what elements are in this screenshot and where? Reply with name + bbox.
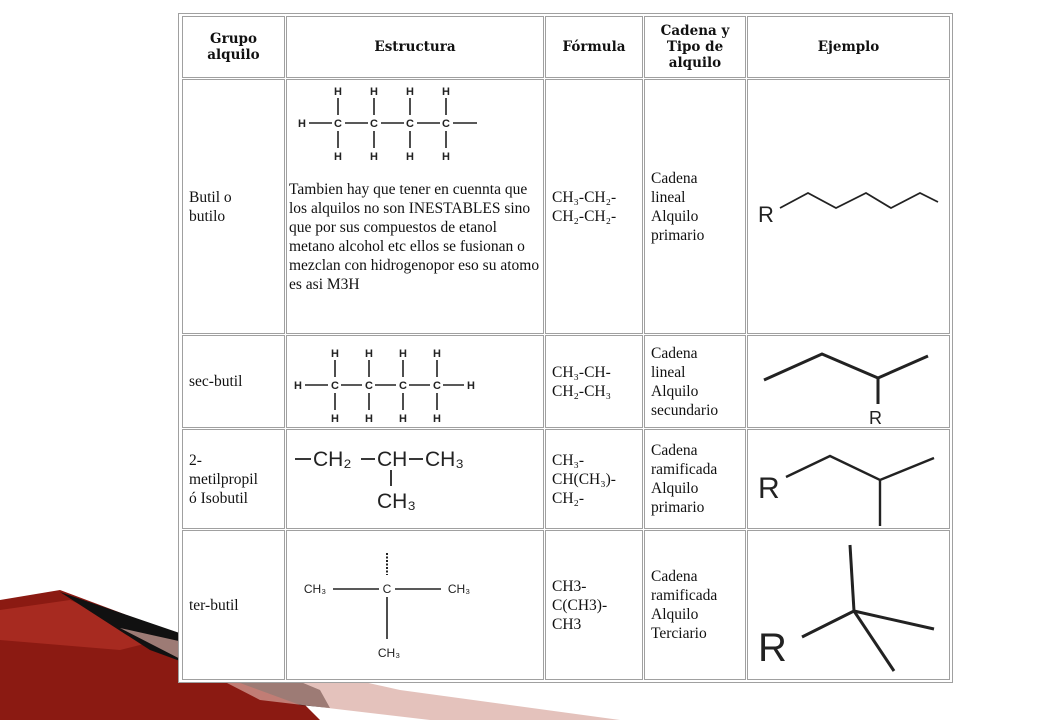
row1-formula-text: CH₃-CH₂- CH₂-CH₂-: [552, 188, 617, 225]
atom-c: C: [370, 118, 378, 130]
r-group-label: R: [758, 626, 787, 670]
isobutyl-skeletal-example: [748, 430, 948, 529]
row1-formula: [545, 79, 643, 334]
atom-h: H: [433, 413, 441, 425]
atom-h: H: [294, 380, 302, 392]
atom-c: C: [399, 380, 407, 392]
row1-chain-text: Cadena lineal Alquilo primario: [651, 169, 705, 244]
row1-group-text: Butil o butilo: [189, 188, 232, 225]
group-ch3: CH₃: [447, 582, 471, 596]
row1-note: Tambien hay que tener en cuennta que los alquilos no son INESTABLES sino que por sus compuestos de etanol metano alcohol etc ellos se fusionan o mezclan con hidrogenopor eso su atomo es asi M3H: [289, 181, 540, 293]
atom-h: H: [442, 86, 450, 98]
atom-h: H: [331, 348, 339, 360]
row2-structure: [286, 335, 544, 428]
atom-h: H: [334, 151, 342, 163]
row4-group: [182, 530, 285, 680]
row1-chain-type: [644, 79, 746, 334]
r-group-label: R: [758, 202, 774, 227]
group-ch3: CH₃: [425, 448, 464, 471]
sec-butyl-skeletal-example: [748, 336, 948, 428]
atom-h: H: [399, 348, 407, 360]
row3-formula-text: CH₃- CH(CH₃)- CH₂-: [552, 451, 616, 507]
row2-group: [182, 335, 285, 428]
row4-formula: [545, 530, 643, 680]
atom-h: H: [365, 413, 373, 425]
row3-structure: [286, 429, 544, 529]
row2-chain-type: [644, 335, 746, 428]
row3-chain-text: Cadena ramificada Alquilo primario: [651, 442, 718, 516]
atom-c: C: [365, 380, 373, 392]
atom-c: C: [382, 582, 392, 596]
group-ch3: CH₃: [303, 582, 327, 596]
butyl-structure-diagram: [289, 82, 489, 164]
isobutyl-structure-diagram: [289, 432, 489, 528]
row1-group: [182, 79, 285, 334]
header-estructura: Estructura: [286, 16, 544, 78]
row1-example: [747, 79, 950, 334]
sec-butyl-structure-diagram: [289, 344, 489, 426]
atom-c: C: [406, 118, 414, 130]
row3-example: [747, 429, 950, 529]
row4-group-text: ter-butil: [189, 596, 239, 614]
r-group-label: R: [758, 472, 780, 505]
group-ch2: CH₂: [313, 448, 352, 471]
atom-h: H: [399, 413, 407, 425]
row2-formula-text: CH₃-CH- CH₂-CH₃: [552, 363, 612, 400]
row1-structure: [286, 79, 544, 334]
tert-butyl-skeletal-example: [748, 531, 948, 680]
atom-c: C: [331, 380, 339, 392]
atom-h: H: [370, 86, 378, 98]
group-ch: CH: [377, 448, 408, 471]
atom-h: H: [331, 413, 339, 425]
row2-formula: [545, 335, 643, 428]
atom-c: C: [334, 118, 342, 130]
row2-group-text: sec-butil: [189, 373, 243, 390]
tert-butyl-structure-diagram: [289, 549, 489, 679]
header-cadena-tipo: Cadena y Tipo de alquilo: [644, 16, 746, 78]
atom-h: H: [298, 118, 306, 130]
atom-h: H: [406, 86, 414, 98]
atom-h: H: [467, 380, 475, 392]
row2-chain-text: Cadena lineal Alquilo secundario: [651, 344, 719, 419]
atom-h: H: [406, 151, 414, 163]
group-ch3: CH₃: [377, 646, 401, 660]
atom-h: H: [370, 151, 378, 163]
group-ch3: CH₃: [377, 490, 416, 513]
atom-c: C: [442, 118, 450, 130]
header-formula: Fórmula: [545, 16, 643, 78]
row4-structure: [286, 530, 544, 680]
row4-formula-text: CH3- C(CH3)- CH3: [552, 577, 608, 633]
atom-h: H: [365, 348, 373, 360]
atom-h: H: [334, 86, 342, 98]
atom-h: H: [433, 348, 441, 360]
row3-chain-type: [644, 429, 746, 529]
row2-example: [747, 335, 950, 428]
row3-formula: [545, 429, 643, 529]
r-group-label: R: [869, 408, 882, 428]
row4-chain-text: Cadena ramificada Alquilo Terciario: [651, 568, 718, 642]
header-ejemplo: Ejemplo: [747, 16, 950, 78]
header-grupo-alquilo: Grupo alquilo: [182, 16, 285, 78]
atom-h: H: [442, 151, 450, 163]
butyl-skeletal-example: [748, 80, 948, 334]
atom-c: C: [433, 380, 441, 392]
row3-group: [182, 429, 285, 529]
row4-example: [747, 530, 950, 680]
alkyl-groups-table: [178, 13, 953, 683]
row3-group-text: 2- metilpropil ó Isobutil: [189, 451, 258, 507]
row4-chain-type: [644, 530, 746, 680]
